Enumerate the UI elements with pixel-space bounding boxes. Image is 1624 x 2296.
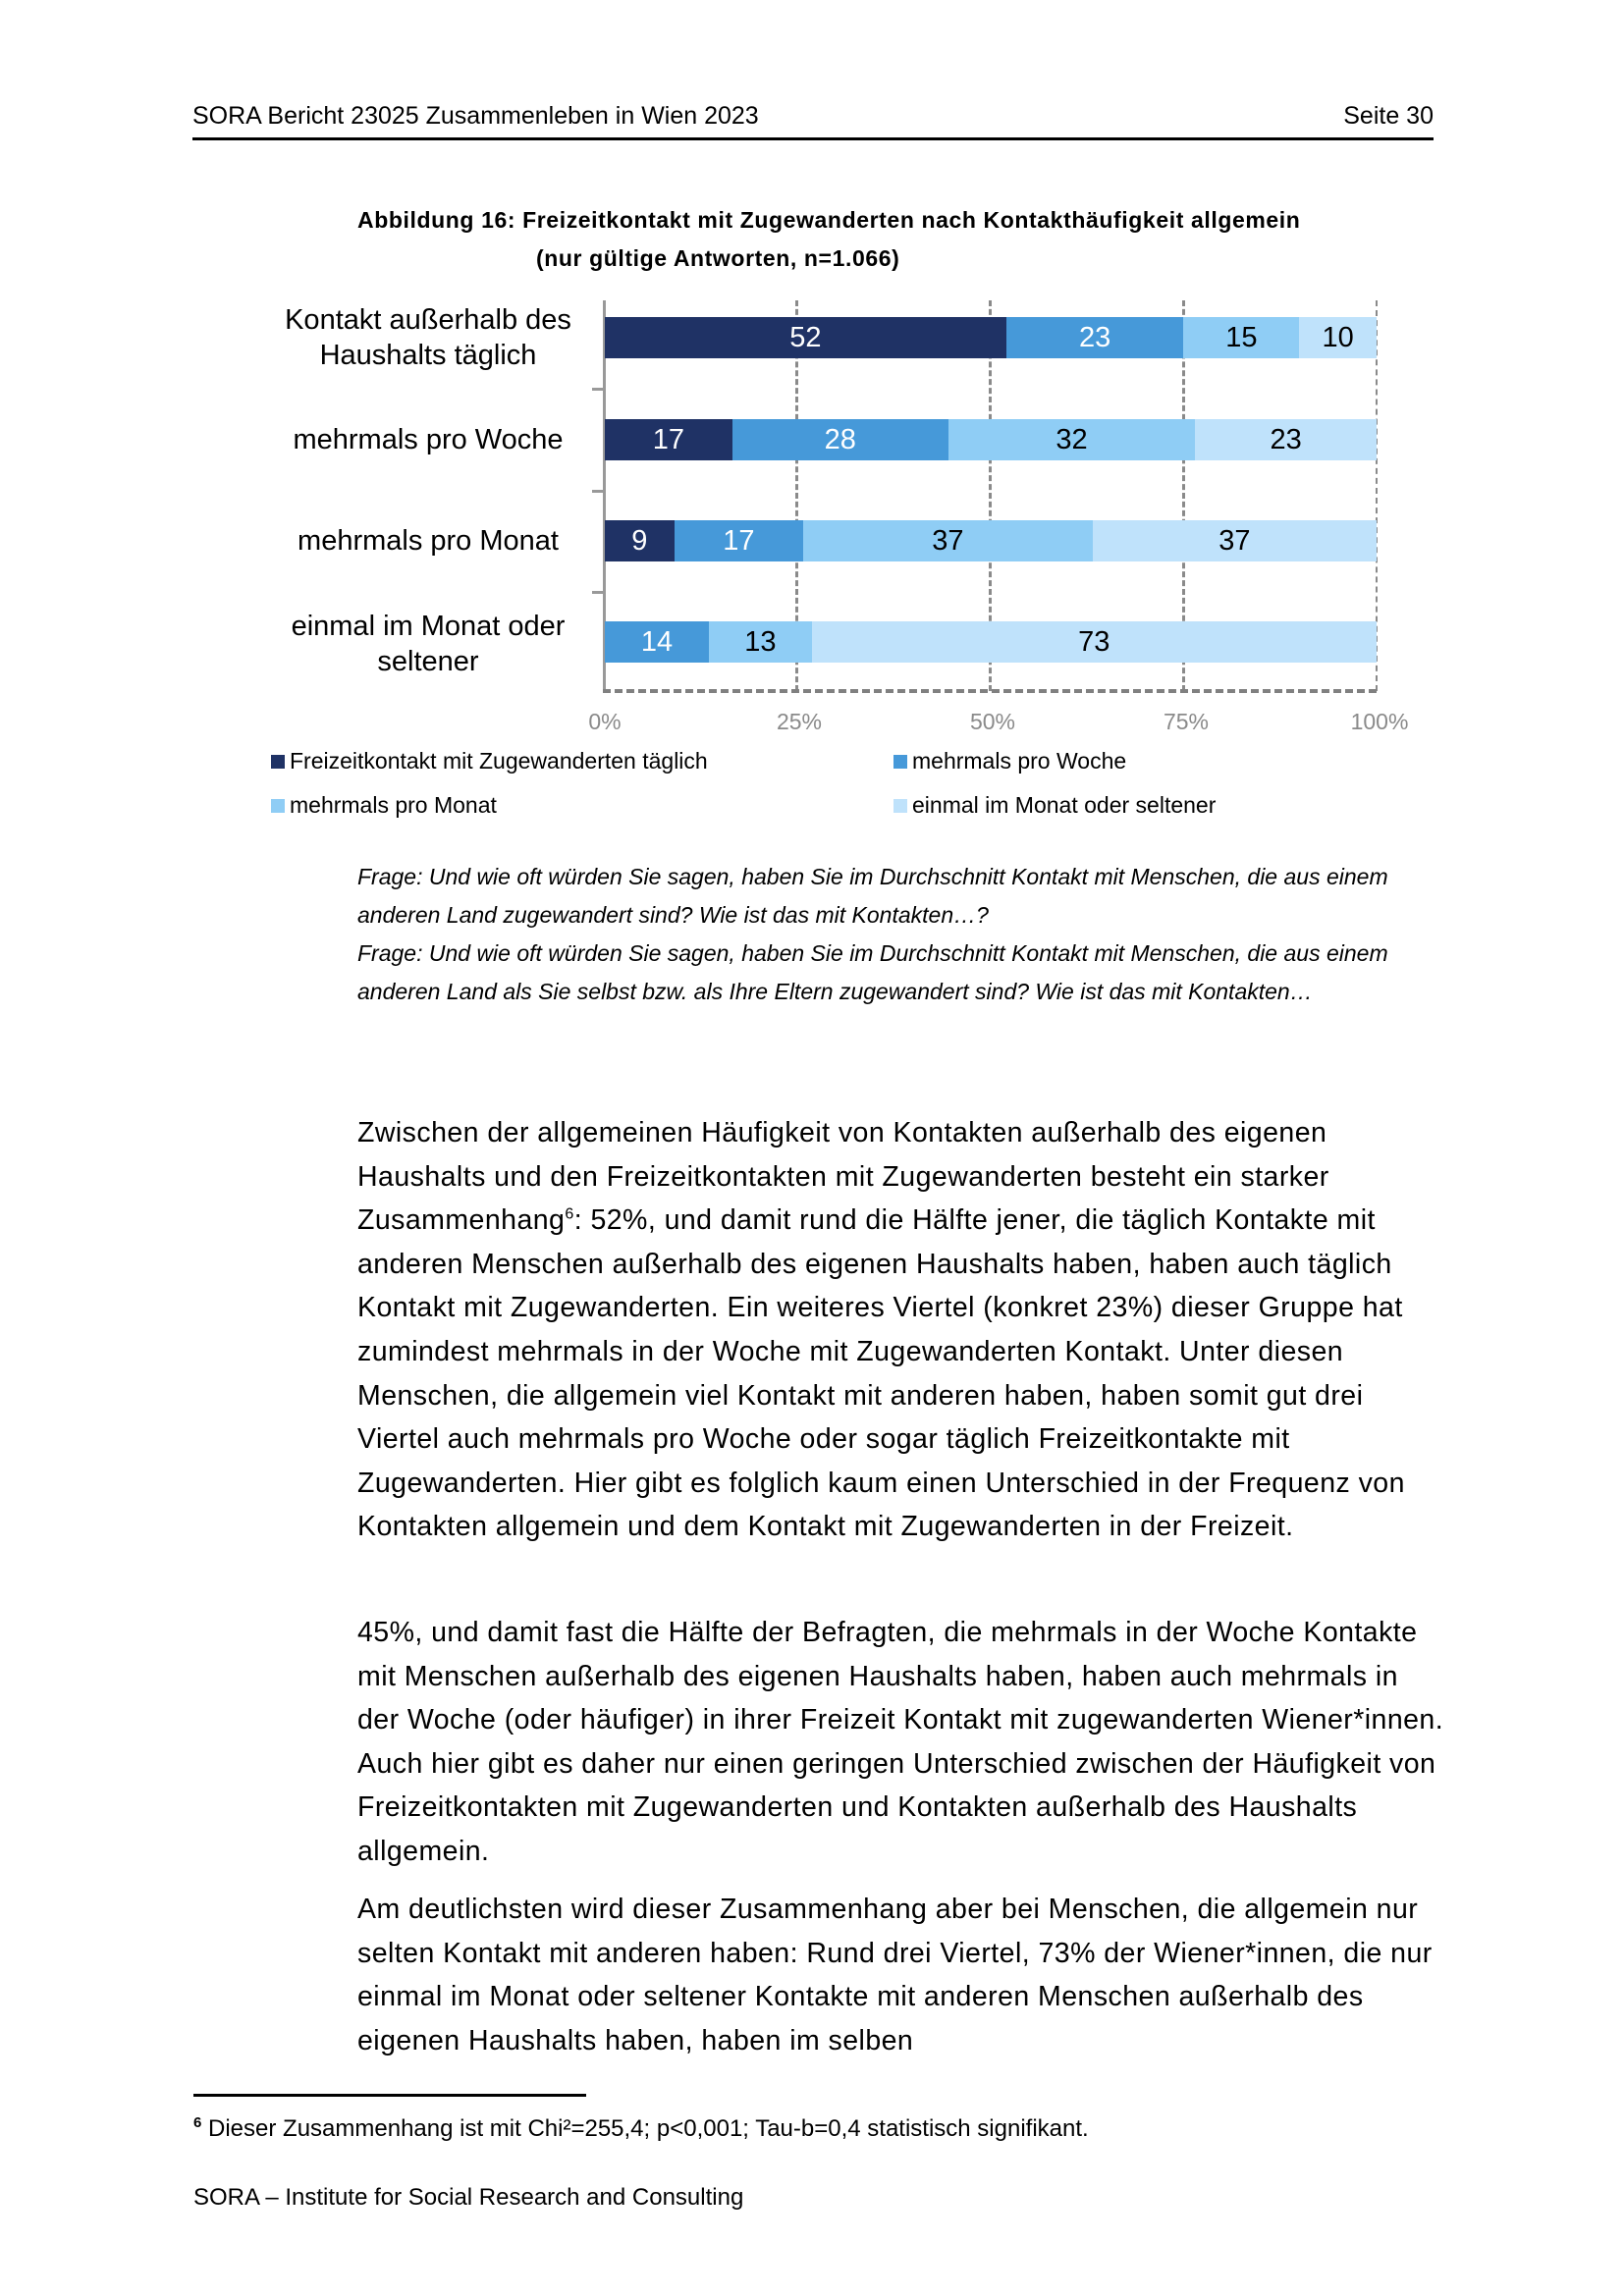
segment-monthly: 15 bbox=[1183, 317, 1299, 358]
legend-label: Freizeitkontakt mit Zugewanderten täglich bbox=[290, 748, 708, 774]
segment-weekly: 17 bbox=[675, 520, 803, 561]
x-tick-label: 25% bbox=[776, 709, 823, 734]
figure-title-line1: Abbildung 16: Freizeitkontakt mit Zugewanderten nach Kontakthäufigkeit allgemein bbox=[357, 207, 1301, 233]
row-label-daily: Kontakt außerhalb des Haushalts täglich bbox=[285, 304, 571, 371]
paragraph-text: : 52%, und damit rund die Hälfte jener, die täglich Kontakte mit anderen Menschen außerhalb des eigenen Haushalts haben, haben auch täglich Kontakt mit Zugewanderten. Ein weiteres Viertel (konkret 23%) dieser Gruppe hat zumindest mehrmals in der Woche mit Zugewanderten Kontakt. Unter diesen Menschen, die allgemein viel Kontakt mit anderen haben, haben somit gut drei Viertel auch mehrmals pro Woche oder sogar täglich Freizeitkontakte mit Zugewanderten. Hier gibt es folglich kaum einen Unterschied in der Frequenz von Kontakten allgemein und dem Kontakt mit Zugewanderten in der Freizeit. bbox=[357, 1204, 1405, 1543]
segment-daily: 17 bbox=[605, 419, 732, 460]
x-tick-label: 100% bbox=[1350, 709, 1409, 734]
segment-daily: 9 bbox=[605, 520, 675, 561]
segment-weekly: 14 bbox=[605, 621, 709, 663]
body-paragraph: Am deutlichsten wird dieser Zusammenhang aber bei Menschen, die allgemein nur selten Kontakt mit anderen haben: Rund drei Viertel, 73% der Wiener*innen, die nur einmal im Monat oder seltener Kontakte mit anderen Menschen außerhalb des eigenen Haushalts haben, haben im selben bbox=[357, 1894, 1433, 2056]
bar-row-monthly bbox=[605, 520, 1377, 561]
footnote-reference[interactable]: 6 bbox=[565, 1205, 574, 1223]
figure-notes bbox=[357, 858, 1447, 1011]
x-tick-label: 75% bbox=[1163, 709, 1210, 734]
legend-swatch-icon bbox=[271, 799, 285, 813]
footnote-number: 6 bbox=[193, 2114, 202, 2131]
segment-daily: 52 bbox=[605, 317, 1006, 358]
footnote-divider bbox=[193, 2094, 586, 2097]
x-axis bbox=[603, 689, 1377, 693]
segment-weekly: 28 bbox=[732, 419, 948, 460]
bar-row-weekly bbox=[605, 419, 1377, 460]
body-paragraph: 45%, und damit fast die Hälfte der Befragten, die mehrmals in der Woche Kontakte mit Menschen außerhalb des eigenen Haushalts haben, haben auch mehrmals in der Woche (oder häufiger) in ihrer Freizeit Kontakt mit zugewanderten Wiener*innen. Auch hier gibt es daher nur einen geringen Unterschied zwischen der Häufigkeit von Freizeitkontakten mit Zugewanderten und Kontakten außerhalb des Haushalts allgemein. bbox=[357, 1617, 1444, 1867]
page-number: Seite 30 bbox=[1343, 102, 1434, 130]
legend-item-monthly bbox=[271, 792, 497, 819]
figure-title-line2: (nur gültige Antworten, n=1.066) bbox=[536, 245, 900, 271]
segment-rarely: 23 bbox=[1195, 419, 1377, 460]
legend-item-weekly bbox=[893, 748, 1126, 774]
legend-label: mehrmals pro Monat bbox=[290, 792, 497, 818]
figure-note: Frage: Und wie oft würden Sie sagen, haben Sie im Durchschnitt Kontakt mit Menschen, die aus einem anderen Land zugewandert sind? Wie ist das mit Kontakten…? bbox=[357, 864, 1388, 928]
segment-rarely: 73 bbox=[812, 621, 1377, 663]
segment-rarely: 10 bbox=[1299, 317, 1377, 358]
segment-monthly: 13 bbox=[709, 621, 812, 663]
x-tick-label: 50% bbox=[969, 709, 1016, 734]
footnote bbox=[193, 2115, 1089, 2143]
y-tick bbox=[592, 490, 604, 493]
page-footer: SORA – Institute for Social Research and Consulting bbox=[193, 2184, 744, 2211]
legend-swatch-icon bbox=[893, 799, 907, 813]
y-tick bbox=[592, 591, 604, 594]
legend-label: einmal im Monat oder seltener bbox=[912, 792, 1217, 818]
footnote-text: Dieser Zusammenhang ist mit Chi²=255,4; p<0,001; Tau-b=0,4 statistisch signifikant. bbox=[201, 2115, 1089, 2142]
stacked-bar-chart bbox=[0, 0, 1624, 844]
row-label-monthly: mehrmals pro Monat bbox=[298, 525, 559, 557]
legend-swatch-icon bbox=[893, 755, 907, 769]
running-header-title: SORA Bericht 23025 Zusammenleben in Wien 2023 bbox=[192, 102, 759, 130]
segment-monthly: 32 bbox=[948, 419, 1196, 460]
x-tick-label: 0% bbox=[588, 709, 622, 734]
bar-row-rarely bbox=[605, 621, 1377, 663]
segment-rarely: 37 bbox=[1093, 520, 1377, 561]
row-label-rarely: einmal im Monat oder seltener bbox=[291, 611, 566, 677]
paragraph-text: Zwischen der allgemeinen Häufigkeit von Kontakten außerhalb des eigenen Haushalts und den Freizeitkontakten mit Zugewanderten besteht ein starker Zusammenhang bbox=[357, 1117, 1329, 1237]
figure-note: Frage: Und wie oft würden Sie sagen, haben Sie im Durchschnitt Kontakt mit Menschen, die aus einem anderen Land als Sie selbst bzw. als Ihre Eltern zugewandert sind? Wie ist das mit Kontakten… bbox=[357, 940, 1388, 1004]
legend-item-rarely bbox=[893, 792, 1216, 819]
legend-item-daily bbox=[271, 748, 708, 774]
body-paragraph bbox=[357, 1111, 1447, 1549]
segment-monthly: 37 bbox=[803, 520, 1093, 561]
row-label-weekly: mehrmals pro Woche bbox=[293, 424, 564, 455]
bar-row-daily bbox=[605, 317, 1377, 358]
y-tick bbox=[592, 388, 604, 391]
legend-label: mehrmals pro Woche bbox=[912, 748, 1127, 774]
legend-swatch-icon bbox=[271, 755, 285, 769]
segment-weekly: 23 bbox=[1006, 317, 1184, 358]
